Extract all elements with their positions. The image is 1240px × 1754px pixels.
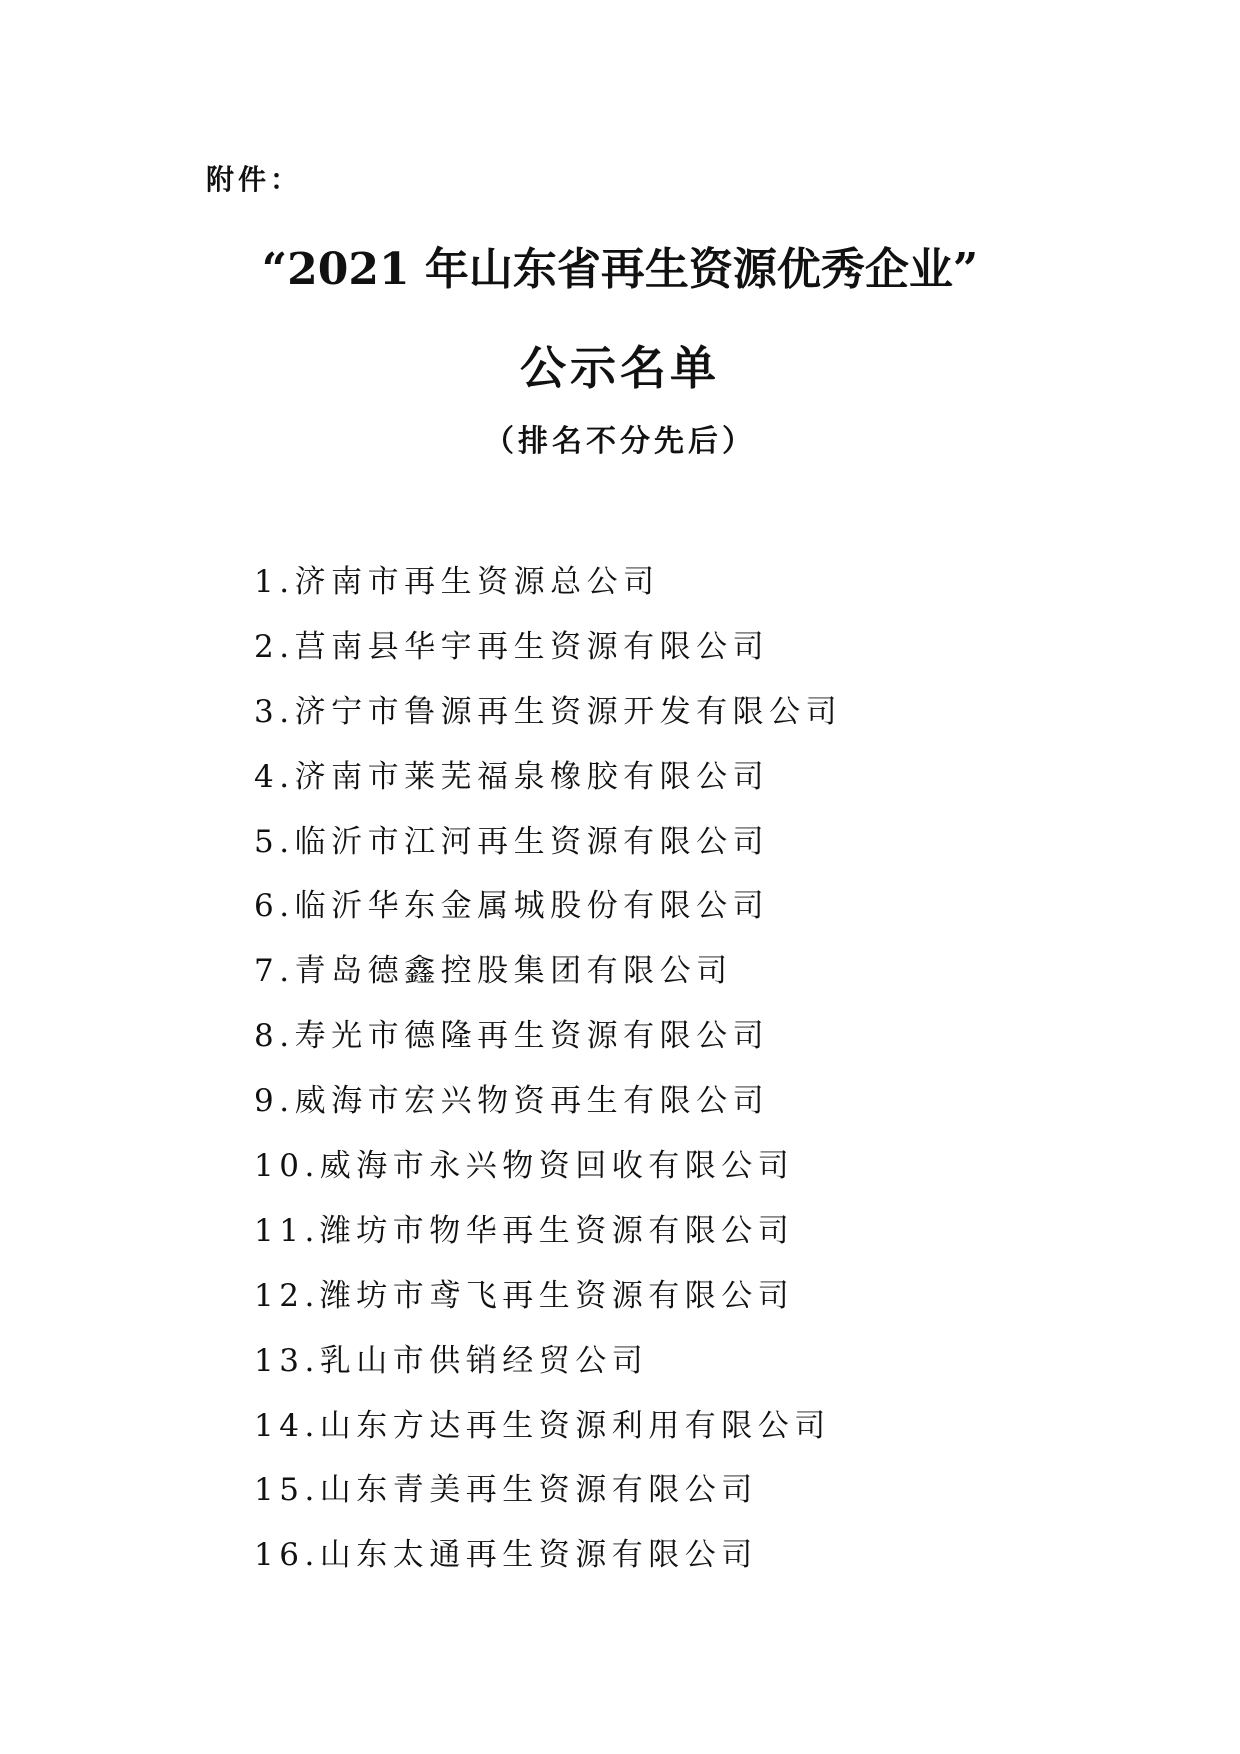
list-item: 9.威海市宏兴物资再生有限公司 bbox=[254, 1083, 770, 1120]
list-item: 12.潍坊市鸢飞再生资源有限公司 bbox=[254, 1277, 795, 1314]
attachment-label: 附件： bbox=[206, 163, 303, 196]
document-title-continued: 公示名单 bbox=[520, 341, 720, 395]
list-item: 13.乳山市供销经贸公司 bbox=[254, 1342, 649, 1379]
list-item: 14.山东方达再生资源利用有限公司 bbox=[254, 1407, 831, 1444]
list-item: 3.济宁市鲁源再生资源开发有限公司 bbox=[254, 693, 843, 730]
list-item: 6.临沂华东金属城股份有限公司 bbox=[254, 888, 770, 925]
list-item: 5.临沂市江河再生资源有限公司 bbox=[254, 823, 770, 860]
list-item: 2.莒南县华宇再生资源有限公司 bbox=[254, 628, 770, 665]
list-item: 16.山东太通再生资源有限公司 bbox=[254, 1537, 758, 1574]
list-item: 8.寿光市德隆再生资源有限公司 bbox=[254, 1018, 770, 1055]
list-item: 11.潍坊市物华再生资源有限公司 bbox=[254, 1212, 795, 1249]
document-subtitle: （排名不分先后） bbox=[484, 424, 756, 459]
list-item: 1.济南市再生资源总公司 bbox=[254, 564, 660, 600]
list-item: 7.青岛德鑫控股集团有限公司 bbox=[254, 953, 733, 990]
list-item: 10.威海市永兴物资回收有限公司 bbox=[254, 1148, 795, 1185]
document-title: “2021 年山东省再生资源优秀企业” bbox=[261, 244, 979, 295]
list-item: 4.济南市莱芜福泉橡胶有限公司 bbox=[254, 758, 770, 795]
list-item: 15.山东青美再生资源有限公司 bbox=[254, 1472, 758, 1509]
company-list bbox=[254, 550, 842, 1588]
